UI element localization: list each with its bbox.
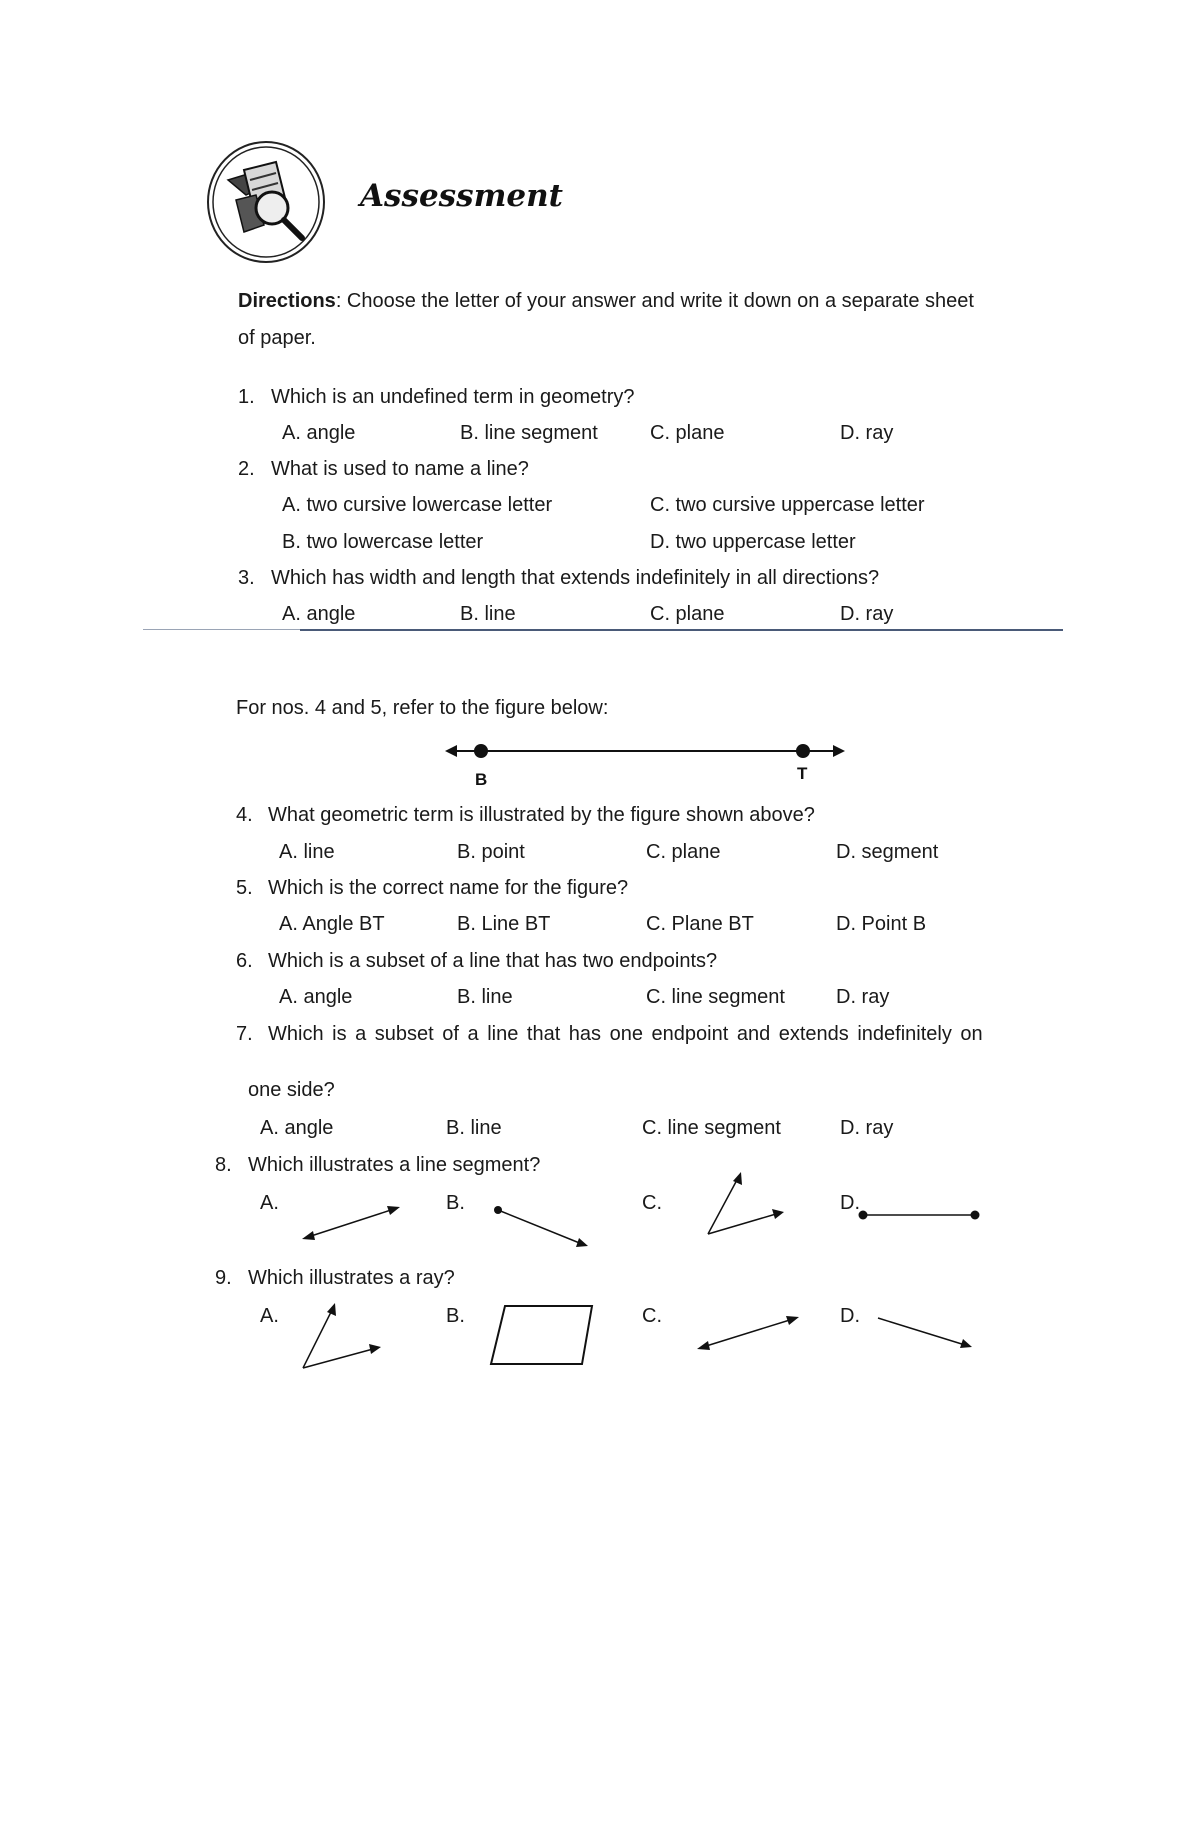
choice-d: D. ray [840, 603, 894, 625]
choice-b: B. line [457, 986, 513, 1008]
figure-intro: For nos. 4 and 5, refer to the figure below: [236, 697, 609, 719]
choice-c: C. plane [646, 841, 721, 863]
question-number: 9. [215, 1267, 232, 1289]
question-text: Which has width and length that extends indefinitely in all directions? [271, 567, 880, 589]
question-text: Which illustrates a line segment? [248, 1154, 541, 1176]
q8-figure-a [300, 1200, 400, 1245]
arrow-right-icon [833, 745, 845, 757]
question-number: 1. [238, 386, 255, 408]
line-bt-figure [445, 735, 845, 790]
point-t [796, 744, 810, 758]
q8-figure-d [855, 1205, 985, 1225]
option-b-label: B. [446, 1305, 465, 1327]
q9-figure-b [485, 1300, 595, 1370]
choice-c: C. plane [650, 603, 725, 625]
question-number: 3. [238, 567, 255, 589]
q8-figure-b [490, 1200, 590, 1250]
point-t-label: T [797, 764, 808, 783]
question-text: Which is an undefined term in geometry? [271, 386, 635, 408]
choice-d: D. segment [836, 841, 939, 863]
choice-a: A. angle [282, 422, 356, 444]
choice-b: B. line segment [460, 422, 598, 444]
q9-figure-c [695, 1310, 800, 1355]
option-a-label: A. [260, 1305, 279, 1327]
question-number: 4. [236, 804, 253, 826]
option-d-label: D. [840, 1192, 860, 1214]
choice-a: A. angle [260, 1117, 334, 1139]
question-text: Which illustrates a ray? [248, 1267, 455, 1289]
choice-a: A. angle [282, 603, 356, 625]
choice-a: A. two cursive lowercase letter [282, 494, 553, 516]
question-number: 7. [236, 1023, 253, 1045]
choice-b: B. line [446, 1117, 502, 1139]
question-number: 8. [215, 1154, 232, 1176]
page-divider-accent [300, 629, 1063, 631]
question-text-line2: one side? [248, 1079, 335, 1101]
question-text: What is used to name a line? [271, 458, 529, 480]
question-text: Which is a subset of a line that has one endpoint and extends indefinitely on [268, 1023, 983, 1045]
option-c-label: C. [642, 1305, 662, 1327]
choice-c: C. line segment [642, 1117, 781, 1139]
choice-c: C. Plane BT [646, 913, 754, 935]
page-title: Assessment [360, 178, 563, 214]
directions-text: : Choose the letter of your answer and write it down on a separate sheet [335, 290, 974, 312]
question-text: Which is a subset of a line that has two endpoints? [268, 950, 718, 972]
option-c-label: C. [642, 1192, 662, 1214]
option-d-label: D. [840, 1305, 860, 1327]
choice-c: C. plane [650, 422, 725, 444]
q9-figure-d [875, 1312, 975, 1352]
question-number: 6. [236, 950, 253, 972]
choice-a: A. angle [279, 986, 353, 1008]
directions-label: Directions [238, 290, 336, 312]
q8-figure-c [700, 1170, 790, 1240]
point-b [474, 744, 488, 758]
choice-b: B. Line BT [457, 913, 551, 935]
choice-d: D. Point B [836, 913, 927, 935]
option-a-label: A. [260, 1192, 279, 1214]
q9-figure-a [295, 1300, 385, 1375]
point-b-label: B [475, 770, 488, 789]
choice-a: A. line [279, 841, 335, 863]
choice-b: B. line [460, 603, 516, 625]
question-text: Which is the correct name for the figure? [268, 877, 629, 899]
choice-c: C. two cursive uppercase letter [650, 494, 925, 516]
option-b-label: B. [446, 1192, 465, 1214]
choice-d: D. ray [840, 422, 894, 444]
choice-b: B. point [457, 841, 525, 863]
choice-d: D. ray [836, 986, 890, 1008]
choice-c: C. line segment [646, 986, 785, 1008]
choice-d: D. two uppercase letter [650, 531, 856, 553]
question-number: 5. [236, 877, 253, 899]
magnifier-with-documents-icon [206, 140, 326, 265]
directions-text-line2: of paper. [238, 327, 316, 349]
directions [238, 290, 974, 313]
question-text: What geometric term is illustrated by the figure shown above? [268, 804, 815, 826]
choice-b: B. two lowercase letter [282, 531, 484, 553]
choice-a: A. Angle BT [279, 913, 385, 935]
choice-d: D. ray [840, 1117, 894, 1139]
arrow-left-icon [445, 745, 457, 757]
question-number: 2. [238, 458, 255, 480]
